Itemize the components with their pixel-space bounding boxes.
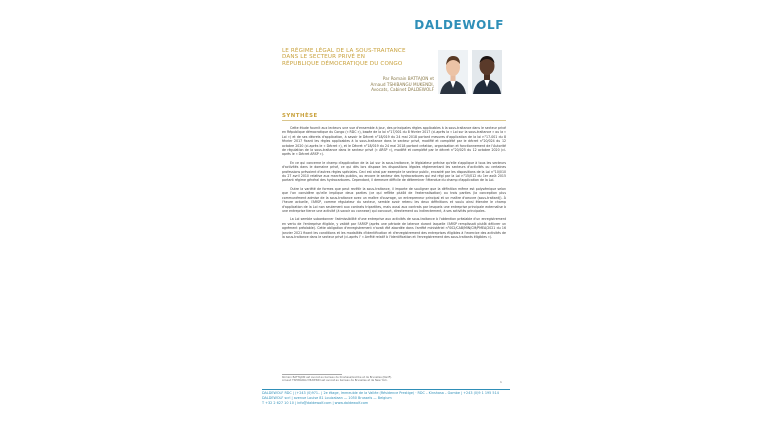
title-line: LE RÉGIME LÉGAL DE LA SOUS-TRAITANCE <box>282 48 406 54</box>
footer-divider <box>262 389 510 390</box>
title-line: DANS LE SECTEUR PRIVÉ EN <box>282 54 366 61</box>
author-line: Avocats, Cabinet DALDEWOLF <box>371 87 434 93</box>
author-photo-tshibangu <box>472 50 502 94</box>
page-number: 1 <box>500 380 502 384</box>
page-footer <box>262 391 512 407</box>
footnote-divider <box>282 374 342 375</box>
footer-line: DALDEWOLF RDC | (+243 (0)971.. | 2e étage, Immeuble de la Vallée (Résidence Prestige) · RDC – Kinshasa – Gombe | +243 (0)9 1 195 514 <box>262 391 499 395</box>
author-line: Arnaud TSHIBANGU MUKENDI, <box>370 81 434 87</box>
author-line: Par Romain BATTAJON et <box>382 76 434 81</box>
paragraph: La Loi semble subordonner l'admissibilité d'une entreprise aux activités de sous-traitance à l'obtention préalable d'un enregistrement en vertu de l'entreprise éligible, y validé par l'ARSP (après une période de latence durant laquelle l'ARSP remplissait plutôt délivrer un agrément préalable). Cette obligation d'enregistrement n'avait été abordée dans l'arrêté ministériel n°002/CAB/MIN/CM/PMEA/2021 du 16 janvier 2021 fixant les conditions et les modalités d'identification et d'enregistrement des entreprises éligibles à l'exercice des activités de la sous-traitance dans le secteur privé (ci-après l' « Arrêté relatif à l'identification et l'enregistrement des sous-traitants éligibles »). <box>282 217 506 239</box>
footer-line: DALDEWOLF scrl | avenue Louise 81 Louizalaan — 1050 Brussels — Belgium <box>262 396 392 401</box>
author-photo-battajon <box>438 50 468 94</box>
section-heading: SYNTHÈSE <box>282 113 318 119</box>
footnote: Arnaud TSHIBANGU MUKENDI est avocat au barreau de Bruxelles et de New York. <box>282 379 388 383</box>
section-divider <box>282 120 506 121</box>
title-line: RÉPUBLIQUE DÉMOCRATIQUE DU CONGO <box>282 60 403 67</box>
document-page <box>260 0 512 432</box>
paragraph: Cette étude fournit aux lecteurs une vue d'ensemble à jour, des principales règles applicables à la sous-traitance dans le secteur privé en République démocratique du Congo (« RDC »), basée de la loi n°17/001 du 8 février 2017 (ci-après la « Loi sur la sous-traitance » ou la « Loi ») et de ses décrets d'application, à savoir le Décret n°18/019 du 24 mai 2018 portant mesures d'application de la loi n°17-001 du 8 février 2017 fixant les règles applicables à la sous-traitance dans le secteur privé, modifié et complété par le décret n°20/024 du 12 octobre 2020 (ci-après le « Décret »), et le Décret n°18/019 du 24 mai 2018 portant création, organisation et fonctionnement de l'Autorité de régulation de la sous-traitance dans le secteur privé (« ARSP »), modifié et complété par le décret n°20/025 du 12 octobre 2020 (ci-après le « Décret ARSP »). <box>282 126 507 157</box>
body-text <box>282 126 506 243</box>
footer-line[interactable]: T +32 2 627 10 10 | info@daldewolf.com | www.daldewolf.com <box>262 401 369 406</box>
footnotes <box>282 376 506 383</box>
brand-logo: DALDEWOLF <box>414 18 504 32</box>
authors-block <box>282 76 434 93</box>
document-title <box>282 48 432 67</box>
paragraph: Outre la variété de formes que peut revêtir la sous-traitance, il importe de souligner que la définition même est polysémique selon que l'on considère qu'elle implique deux parties (ce qui reflète plutôt de l'externalisation) ou trois parties (la conception plus communément admise de la sous-traitance avec un maître d'ouvrage, un entrepreneur principal et un maître d'oeuvre (sous-traitant)). À l'heure actuelle, l'ARSP, comme régulateur du secteur, semble avoir retenu les deux définitions et voulu ainsi étendre le champ d'application de la Loi non seulement aux contrats tripartites, mais aussi aux contrats par lesquels une entreprise principale externalise à une entreprise tierce une activité (à savoir ou connexe) qui concourt, directement ou indirectement, à ses activités principales. <box>282 186 506 213</box>
footnote: Romain BATTAJON est avocat au barreau de Kinshasa/Gombe et de Bruxelles (NedF). <box>282 376 393 379</box>
paragraph: En ce qui concerne le champ d'application de la Loi sur la sous-traitance, le législateur précise qu'elle s'applique à tous les secteurs d'activités dans le domaine privé, ce qui dès lors dispose les dispositions légales réglementant les secteurs d'activités ou certaines professions prévoient d'autres règles spéciales. Ceci est ainsi par exemple le secteur public, encadré par les dispositions de la Loi n°10/010 du 27 avril 2010 relative aux marchés publics, ou encore le secteur des hydrocarbures qui est régi par la Loi n°15/012 du 1er août 2015 portant régime général des hydrocarbures. Cependant, il demeure difficile de déterminer l'étendue du champ d'application de la Loi. <box>282 160 506 183</box>
